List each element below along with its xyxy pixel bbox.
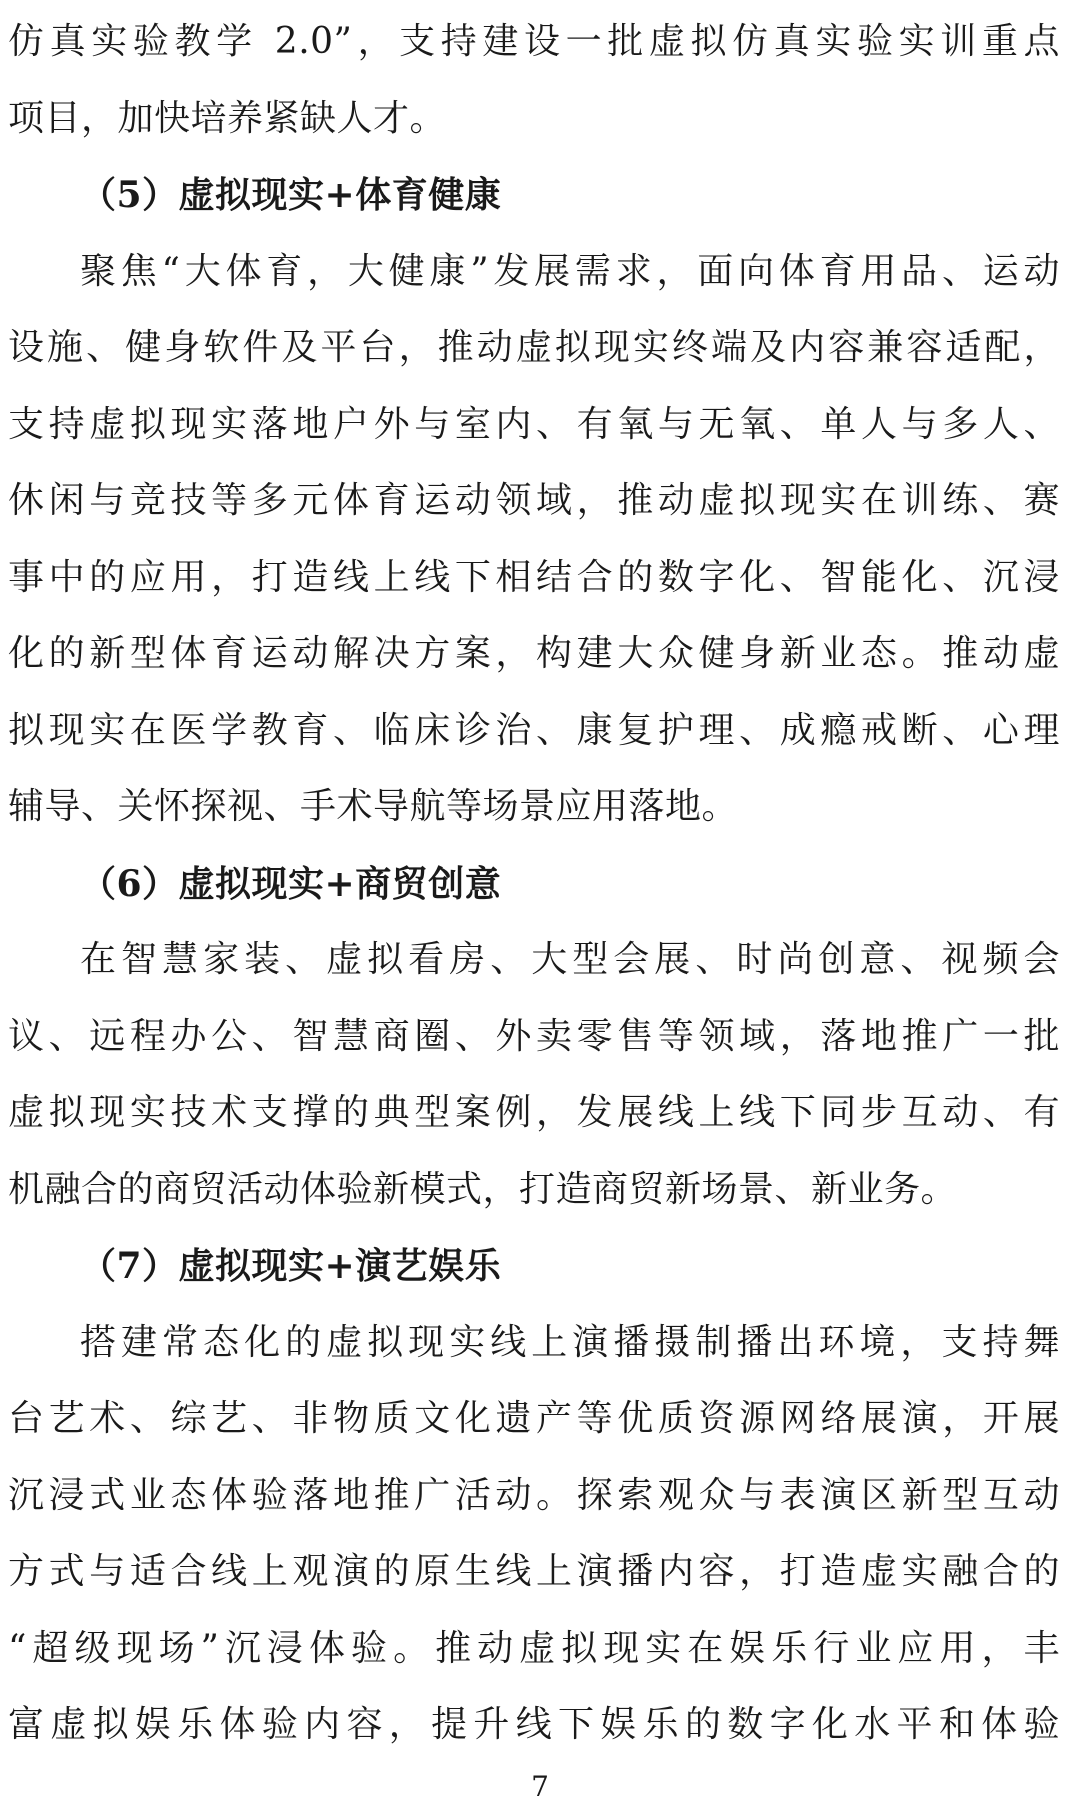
text-line: 议、远程办公、智慧商圈、外卖零售等领域，落地推广一批 xyxy=(8,1015,1060,1057)
paragraph-first-line: 搭建常态化的虚拟现实线上演播摄制播出环境，支持舞 xyxy=(80,1321,1060,1363)
text-line: 沉浸式业态体验落地推广活动。探索观众与表演区新型互动 xyxy=(8,1474,1060,1516)
section-heading: （6）虚拟现实+商贸创意 xyxy=(80,862,502,905)
page-number: 7 xyxy=(531,1770,549,1803)
text-line: 拟现实在医学教育、临床诊治、康复护理、成瘾戒断、心理 xyxy=(8,709,1060,751)
section-heading: （7）虚拟现实+演艺娱乐 xyxy=(80,1245,502,1287)
body-text xyxy=(8,4,1060,1764)
text-line: 仿真实验教学 2.0”，支持建设一批虚拟仿真实验实训重点 xyxy=(8,21,1060,62)
text-line: 台艺术、综艺、非物质文化遗产等优质资源网络展演，开展 xyxy=(8,1398,1060,1439)
paragraph-first-line: 聚焦“大体育，大健康”发展需求，面向体育用品、运动 xyxy=(80,250,1060,292)
text-line: 支持虚拟现实落地户外与室内、有氧与无氧、单人与多人、 xyxy=(8,403,1060,445)
text-line: 方式与适合线上观演的原生线上演播内容，打造虚实融合的 xyxy=(8,1551,1060,1592)
text-line: 富虚拟娱乐体验内容，提升线下娱乐的数字化水平和体验 xyxy=(8,1704,1060,1745)
text-line: 事中的应用，打造线上线下相结合的数字化、智能化、沉浸 xyxy=(8,556,1060,598)
text-line: “超级现场”沉浸体验。推动虚拟现实在娱乐行业应用，丰 xyxy=(8,1627,1060,1669)
text-line: 化的新型体育运动解决方案，构建大众健身新业态。推动虚 xyxy=(8,633,1060,674)
text-line: 辅导、关怀探视、手术导航等场景应用落地。 xyxy=(8,786,739,827)
text-line: 项目，加快培养紧缺人才。 xyxy=(8,97,447,139)
paragraph-first-line: 在智慧家装、虚拟看房、大型会展、时尚创意、视频会 xyxy=(80,939,1060,980)
section-heading: （5）虚拟现实+体育健康 xyxy=(80,174,502,216)
text-line: 虚拟现实技术支撑的典型案例，发展线上线下同步互动、有 xyxy=(8,1092,1060,1133)
text-line: 休闲与竞技等多元体育运动领域，推动虚拟现实在训练、赛 xyxy=(8,480,1060,521)
text-line: 设施、健身软件及平台，推动虚拟现实终端及内容兼容适配， xyxy=(8,327,1060,368)
text-line: 机融合的商贸活动体验新模式，打造商贸新场景、新业务。 xyxy=(8,1168,958,1210)
